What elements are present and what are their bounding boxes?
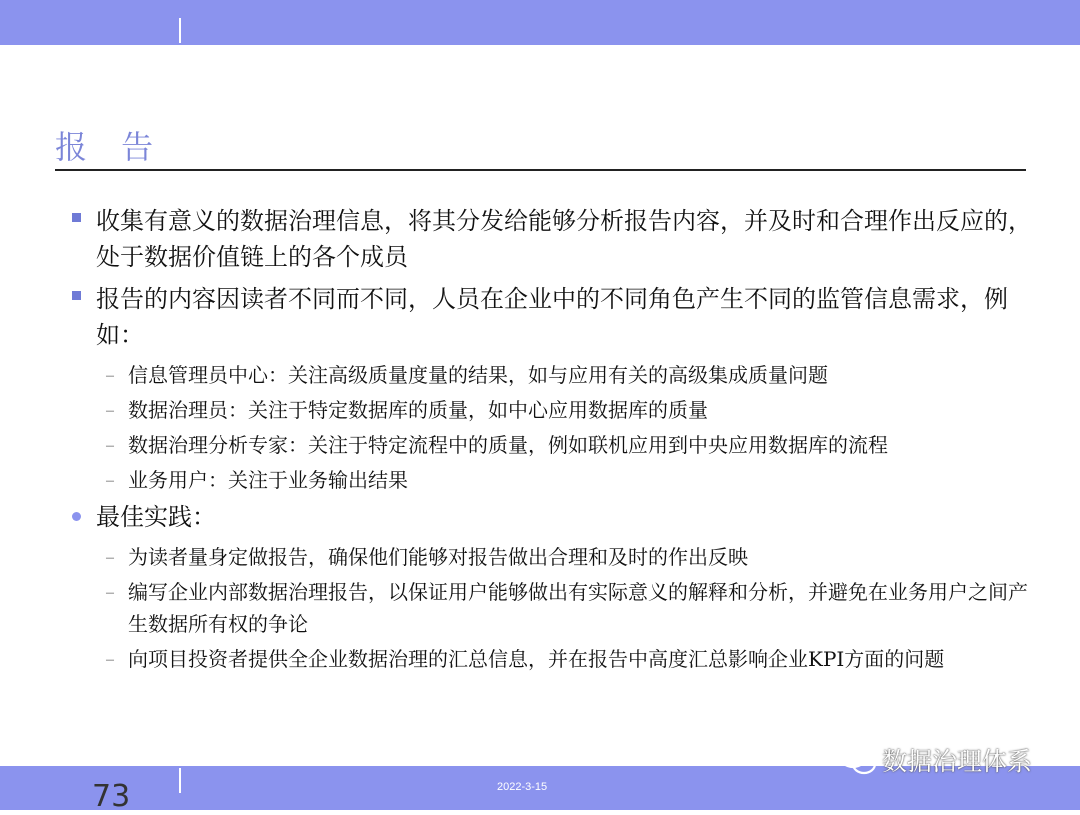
sub-bullet-item xyxy=(72,643,1032,675)
slide-date: 2022-3-15 xyxy=(497,781,548,793)
slide-content xyxy=(72,203,1032,678)
dash-icon: – xyxy=(105,580,115,604)
bullet-text: 报告的内容因读者不同而不同，人员在企业中的不同角色产生不同的监管信息需求，例如： xyxy=(96,285,1008,349)
sub-bullet-text: 为读者量身定做报告，确保他们能够对报告做出合理和及时的作出反映 xyxy=(128,545,748,569)
slide-title: 报 告 xyxy=(55,128,166,166)
sub-bullet-text: 信息管理员中心：关注高级质量度量的结果，如与应用有关的高级集成质量问题 xyxy=(128,363,828,387)
watermark xyxy=(838,742,1032,778)
sub-bullet-text: 向项目投资者提供全企业数据治理的汇总信息，并在报告中高度汇总影响企业KPI方面的问题 xyxy=(128,647,945,671)
round-bullet-icon xyxy=(72,512,81,521)
dash-icon: – xyxy=(105,647,115,671)
sub-bullet-item xyxy=(72,464,1032,496)
header-band xyxy=(0,0,1080,45)
title-underline xyxy=(55,169,1026,171)
sub-bullet-text: 数据治理员：关注于特定数据库的质量，如中心应用数据库的质量 xyxy=(128,398,708,422)
dash-icon: – xyxy=(105,468,115,492)
bullet-item xyxy=(72,281,1032,353)
dash-icon: – xyxy=(105,433,115,457)
sub-bullet-item xyxy=(72,541,1032,573)
bullet-text: 最佳实践： xyxy=(96,503,216,531)
dash-icon: – xyxy=(105,398,115,422)
sub-bullet-item xyxy=(72,576,1032,640)
sub-bullet-item xyxy=(72,359,1032,391)
bullet-text: 收集有意义的数据治理信息，将其分发给能够分析报告内容，并及时和合理作出反应的，处于数据价值链上的各个成员 xyxy=(96,207,1032,271)
sub-bullet-text: 编写企业内部数据治理报告，以保证用户能够做出有实际意义的解释和分析，并避免在业务用户之间产生数据所有权的争论 xyxy=(128,580,1028,636)
square-bullet-icon xyxy=(72,213,81,222)
header-divider xyxy=(179,18,181,43)
wechat-icon xyxy=(838,742,878,778)
sub-bullet-item xyxy=(72,394,1032,426)
sub-bullet-text: 数据治理分析专家：关注于特定流程中的质量，例如联机应用到中央应用数据库的流程 xyxy=(128,433,888,457)
footer-divider xyxy=(179,768,181,793)
dash-icon: – xyxy=(105,545,115,569)
page-number: 73 xyxy=(92,779,131,814)
bullet-item xyxy=(72,203,1032,275)
bullet-item xyxy=(72,499,1032,535)
square-bullet-icon xyxy=(72,291,81,300)
dash-icon: – xyxy=(105,363,115,387)
sub-bullet-item xyxy=(72,429,1032,461)
sub-bullet-text: 业务用户：关注于业务输出结果 xyxy=(128,468,408,492)
watermark-text: 数据治理体系 xyxy=(882,747,1033,776)
